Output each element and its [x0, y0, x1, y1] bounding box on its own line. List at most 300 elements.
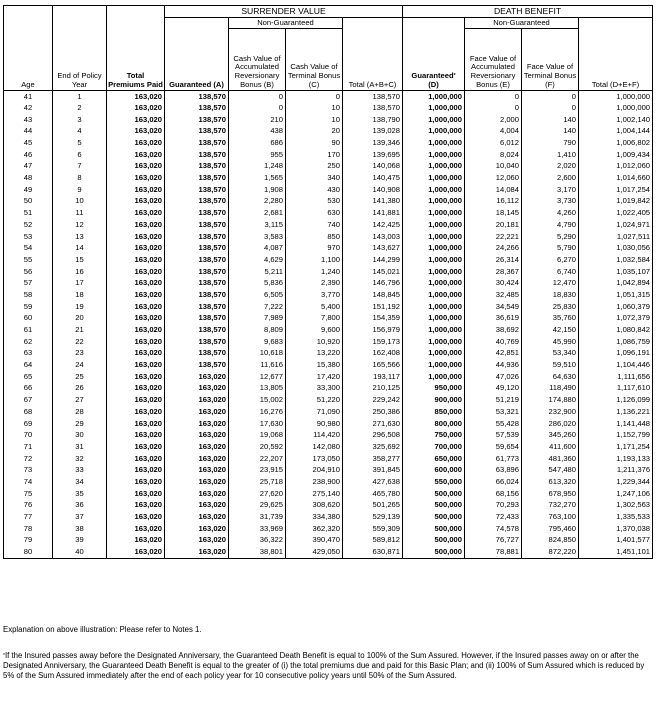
- cell-sv-cash-value-terminal: 33,300: [286, 383, 343, 395]
- cell-db-total: 1,051,315: [579, 289, 653, 301]
- cell-policy-year: 15: [53, 254, 107, 266]
- cell-total-premiums-paid: 163,020: [107, 219, 165, 231]
- cell-db-total: 1,012,060: [579, 161, 653, 173]
- cell-policy-year: 9: [53, 184, 107, 196]
- cell-sv-cash-value-terminal: 2,390: [286, 278, 343, 290]
- cell-sv-guaranteed: 163,020: [165, 406, 229, 418]
- table-row: [4, 173, 653, 185]
- cell-db-face-value-terminal: 140: [522, 114, 579, 126]
- cell-age: 64: [4, 360, 53, 372]
- cell-db-guaranteed: 1,000,000: [403, 313, 465, 325]
- cell-sv-total: 529,139: [343, 511, 403, 523]
- cell-sv-total: 501,265: [343, 500, 403, 512]
- cell-sv-guaranteed: 163,020: [165, 547, 229, 559]
- cell-sv-cash-value-terminal: 1,240: [286, 266, 343, 278]
- cell-db-total: 1,072,379: [579, 313, 653, 325]
- table-row: [4, 301, 653, 313]
- cell-sv-cash-value-terminal: 308,620: [286, 500, 343, 512]
- cell-age: 51: [4, 208, 53, 220]
- cell-sv-cash-value-terminal: 142,080: [286, 441, 343, 453]
- cell-db-face-value-bonus: 32,485: [465, 289, 522, 301]
- db-guaranteed-label: Guaranteed: [411, 71, 454, 80]
- cell-total-premiums-paid: 163,020: [107, 184, 165, 196]
- cell-sv-cash-value-bonus: 955: [229, 149, 286, 161]
- cell-sv-cash-value-terminal: 334,380: [286, 511, 343, 523]
- cell-db-face-value-bonus: 36,619: [465, 313, 522, 325]
- cell-db-face-value-bonus: 0: [465, 102, 522, 114]
- cell-policy-year: 22: [53, 336, 107, 348]
- cell-sv-cash-value-bonus: 2,681: [229, 208, 286, 220]
- cell-db-face-value-terminal: 678,950: [522, 488, 579, 500]
- cell-age: 60: [4, 313, 53, 325]
- table-row: [4, 441, 653, 453]
- cell-db-face-value-bonus: 10,040: [465, 161, 522, 173]
- cell-policy-year: 12: [53, 219, 107, 231]
- cell-db-total: 1,080,842: [579, 324, 653, 336]
- cell-db-guaranteed: 1,000,000: [403, 254, 465, 266]
- cell-policy-year: 27: [53, 395, 107, 407]
- cell-total-premiums-paid: 163,020: [107, 91, 165, 103]
- cell-sv-guaranteed: 163,020: [165, 430, 229, 442]
- cell-total-premiums-paid: 163,020: [107, 324, 165, 336]
- cell-db-face-value-bonus: 44,936: [465, 360, 522, 372]
- cell-sv-guaranteed: 138,570: [165, 360, 229, 372]
- cell-sv-cash-value-terminal: 90: [286, 137, 343, 149]
- table-row: [4, 547, 653, 559]
- cell-db-face-value-terminal: 732,270: [522, 500, 579, 512]
- cell-db-face-value-terminal: 345,260: [522, 430, 579, 442]
- cell-sv-total: 151,192: [343, 301, 403, 313]
- cell-sv-cash-value-terminal: 390,470: [286, 535, 343, 547]
- cell-db-guaranteed: 900,000: [403, 395, 465, 407]
- cell-db-face-value-bonus: 76,727: [465, 535, 522, 547]
- cell-age: 42: [4, 102, 53, 114]
- cell-sv-cash-value-terminal: 9,600: [286, 324, 343, 336]
- cell-db-guaranteed: 800,000: [403, 418, 465, 430]
- cell-sv-cash-value-terminal: 7,800: [286, 313, 343, 325]
- cell-sv-cash-value-terminal: 20: [286, 126, 343, 138]
- cell-db-total: 1,004,144: [579, 126, 653, 138]
- cell-policy-year: 18: [53, 289, 107, 301]
- cell-db-face-value-terminal: 795,460: [522, 523, 579, 535]
- cell-sv-guaranteed: 138,570: [165, 231, 229, 243]
- cell-sv-cash-value-bonus: 5,836: [229, 278, 286, 290]
- cell-db-guaranteed: 500,000: [403, 511, 465, 523]
- col-header-end-of-policy-year: End of Policy Year: [53, 6, 107, 91]
- cell-db-total: 1,126,099: [579, 395, 653, 407]
- cell-db-guaranteed: 500,000: [403, 523, 465, 535]
- cell-age: 48: [4, 173, 53, 185]
- cell-db-face-value-bonus: 12,060: [465, 173, 522, 185]
- table-row: [4, 476, 653, 488]
- cell-sv-total: 139,028: [343, 126, 403, 138]
- cell-age: 63: [4, 348, 53, 360]
- cell-sv-guaranteed: 163,020: [165, 535, 229, 547]
- cell-total-premiums-paid: 163,020: [107, 360, 165, 372]
- cell-sv-total: 146,796: [343, 278, 403, 290]
- cell-db-total: 1,211,376: [579, 465, 653, 477]
- cell-db-face-value-terminal: 5,290: [522, 231, 579, 243]
- illustration-table-body: [4, 91, 653, 559]
- cell-total-premiums-paid: 163,020: [107, 243, 165, 255]
- cell-db-guaranteed: 700,000: [403, 441, 465, 453]
- cell-age: 45: [4, 137, 53, 149]
- table-row: [4, 266, 653, 278]
- cell-db-face-value-bonus: 42,851: [465, 348, 522, 360]
- cell-total-premiums-paid: 163,020: [107, 441, 165, 453]
- cell-db-total: 1,247,106: [579, 488, 653, 500]
- cell-age: 61: [4, 324, 53, 336]
- cell-sv-total: 143,627: [343, 243, 403, 255]
- cell-policy-year: 19: [53, 301, 107, 313]
- cell-total-premiums-paid: 163,020: [107, 348, 165, 360]
- cell-age: 79: [4, 535, 53, 547]
- cell-db-total: 1,030,056: [579, 243, 653, 255]
- cell-db-face-value-bonus: 0: [465, 91, 522, 103]
- cell-db-face-value-terminal: 1,410: [522, 149, 579, 161]
- cell-db-guaranteed: 1,000,000: [403, 219, 465, 231]
- table-row: [4, 488, 653, 500]
- cell-total-premiums-paid: 163,020: [107, 208, 165, 220]
- cell-db-total: 1,060,379: [579, 301, 653, 313]
- cell-sv-cash-value-bonus: 10,618: [229, 348, 286, 360]
- cell-policy-year: 17: [53, 278, 107, 290]
- cell-policy-year: 28: [53, 406, 107, 418]
- cell-sv-cash-value-bonus: 33,969: [229, 523, 286, 535]
- table-row: [4, 219, 653, 231]
- cell-policy-year: 21: [53, 324, 107, 336]
- cell-sv-guaranteed: 138,570: [165, 324, 229, 336]
- cell-sv-total: 193,117: [343, 371, 403, 383]
- cell-sv-guaranteed: 163,020: [165, 371, 229, 383]
- cell-sv-total: 141,380: [343, 196, 403, 208]
- cell-db-face-value-bonus: 16,112: [465, 196, 522, 208]
- col-header-total-premiums-paid: Total Premiums Paid: [107, 6, 165, 91]
- cell-age: 78: [4, 523, 53, 535]
- cell-age: 74: [4, 476, 53, 488]
- cell-db-face-value-bonus: 61,773: [465, 453, 522, 465]
- cell-sv-cash-value-bonus: 29,625: [229, 500, 286, 512]
- cell-db-total: 1,335,533: [579, 511, 653, 523]
- table-row: [4, 535, 653, 547]
- cell-db-face-value-bonus: 28,367: [465, 266, 522, 278]
- cell-policy-year: 14: [53, 243, 107, 255]
- cell-db-guaranteed: 950,000: [403, 383, 465, 395]
- table-row: [4, 383, 653, 395]
- cell-age: 44: [4, 126, 53, 138]
- cell-db-face-value-terminal: 42,150: [522, 324, 579, 336]
- cell-db-guaranteed: 1,000,000: [403, 301, 465, 313]
- cell-db-face-value-terminal: 613,320: [522, 476, 579, 488]
- col-header-db-face-value-bonus: Face Value of Accumulated Reversionary Bonus (E): [465, 29, 522, 91]
- cell-db-guaranteed: 1,000,000: [403, 266, 465, 278]
- table-row: [4, 336, 653, 348]
- table-row: [4, 430, 653, 442]
- cell-db-total: 1,000,000: [579, 91, 653, 103]
- cell-db-total: 1,104,446: [579, 360, 653, 372]
- cell-sv-total: 144,299: [343, 254, 403, 266]
- illustration-table-container: [3, 5, 652, 559]
- cell-sv-guaranteed: 138,570: [165, 126, 229, 138]
- cell-policy-year: 38: [53, 523, 107, 535]
- col-header-sv-guaranteed: Guaranteed (A): [165, 17, 229, 91]
- cell-db-total: 1,370,038: [579, 523, 653, 535]
- cell-sv-cash-value-bonus: 22,207: [229, 453, 286, 465]
- cell-sv-cash-value-bonus: 7,989: [229, 313, 286, 325]
- table-row: [4, 114, 653, 126]
- cell-sv-cash-value-terminal: 740: [286, 219, 343, 231]
- cell-policy-year: 3: [53, 114, 107, 126]
- cell-sv-cash-value-terminal: 5,400: [286, 301, 343, 313]
- cell-db-guaranteed: 1,000,000: [403, 208, 465, 220]
- cell-sv-guaranteed: 138,570: [165, 196, 229, 208]
- cell-sv-total: 159,173: [343, 336, 403, 348]
- footnote-text: If the Insured passes away before the Designated Anniversary, the Guaranteed Death Benefit is equal to 100% of the Sum Assured. However, if the Insured passes away on or after the Designated Anniversary, the Guaranteed Death Benefit is equal to the greater of (i) the total premiums due and paid for this Basic Plan; and (ii) 100% of Sum Assured which is reduced by 5% of the Sum Assured immediately after the end of each policy year for 10 consecutive policy years until 50% of the Sum Assured.: [3, 651, 645, 680]
- cell-sv-guaranteed: 163,020: [165, 500, 229, 512]
- cell-db-total: 1,141,448: [579, 418, 653, 430]
- cell-sv-cash-value-bonus: 1,248: [229, 161, 286, 173]
- cell-db-face-value-terminal: 3,730: [522, 196, 579, 208]
- cell-sv-cash-value-terminal: 1,100: [286, 254, 343, 266]
- cell-sv-cash-value-terminal: 10: [286, 102, 343, 114]
- cell-db-face-value-bonus: 4,004: [465, 126, 522, 138]
- cell-sv-total: 229,242: [343, 395, 403, 407]
- cell-sv-total: 559,309: [343, 523, 403, 535]
- section-header-surrender-value: SURRENDER VALUE: [165, 6, 403, 18]
- cell-db-face-value-bonus: 8,024: [465, 149, 522, 161]
- cell-total-premiums-paid: 163,020: [107, 114, 165, 126]
- cell-sv-total: 139,346: [343, 137, 403, 149]
- cell-sv-guaranteed: 163,020: [165, 453, 229, 465]
- cell-db-total: 1,009,434: [579, 149, 653, 161]
- cell-db-face-value-bonus: 49,120: [465, 383, 522, 395]
- table-row: [4, 126, 653, 138]
- cell-sv-total: 325,692: [343, 441, 403, 453]
- cell-sv-total: 296,508: [343, 430, 403, 442]
- cell-sv-total: 142,425: [343, 219, 403, 231]
- cell-age: 70: [4, 430, 53, 442]
- table-row: [4, 278, 653, 290]
- cell-sv-cash-value-terminal: 0: [286, 91, 343, 103]
- cell-db-total: 1,451,101: [579, 547, 653, 559]
- cell-sv-guaranteed: 138,570: [165, 254, 229, 266]
- cell-total-premiums-paid: 163,020: [107, 266, 165, 278]
- cell-age: 66: [4, 383, 53, 395]
- cell-policy-year: 4: [53, 126, 107, 138]
- cell-sv-total: 210,125: [343, 383, 403, 395]
- cell-total-premiums-paid: 163,020: [107, 173, 165, 185]
- cell-policy-year: 8: [53, 173, 107, 185]
- cell-sv-guaranteed: 138,570: [165, 114, 229, 126]
- table-row: [4, 243, 653, 255]
- cell-db-face-value-bonus: 59,654: [465, 441, 522, 453]
- cell-sv-cash-value-terminal: 204,910: [286, 465, 343, 477]
- cell-age: 53: [4, 231, 53, 243]
- cell-sv-cash-value-terminal: 250: [286, 161, 343, 173]
- cell-sv-total: 391,845: [343, 465, 403, 477]
- cell-policy-year: 2: [53, 102, 107, 114]
- cell-total-premiums-paid: 163,020: [107, 547, 165, 559]
- cell-policy-year: 32: [53, 453, 107, 465]
- cell-total-premiums-paid: 163,020: [107, 430, 165, 442]
- cell-db-total: 1,086,759: [579, 336, 653, 348]
- cell-db-guaranteed: 650,000: [403, 453, 465, 465]
- cell-sv-total: 630,871: [343, 547, 403, 559]
- cell-sv-cash-value-terminal: 51,220: [286, 395, 343, 407]
- cell-age: 80: [4, 547, 53, 559]
- cell-policy-year: 23: [53, 348, 107, 360]
- cell-total-premiums-paid: 163,020: [107, 383, 165, 395]
- cell-sv-cash-value-bonus: 36,322: [229, 535, 286, 547]
- cell-db-total: 1,000,000: [579, 102, 653, 114]
- cell-db-face-value-terminal: 872,220: [522, 547, 579, 559]
- cell-db-guaranteed: 500,000: [403, 547, 465, 559]
- cell-sv-cash-value-bonus: 2,280: [229, 196, 286, 208]
- cell-policy-year: 10: [53, 196, 107, 208]
- cell-age: 76: [4, 500, 53, 512]
- table-row: [4, 465, 653, 477]
- cell-sv-total: 140,908: [343, 184, 403, 196]
- cell-sv-guaranteed: 163,020: [165, 488, 229, 500]
- cell-sv-cash-value-terminal: 430: [286, 184, 343, 196]
- cell-db-face-value-bonus: 6,012: [465, 137, 522, 149]
- cell-sv-total: 358,277: [343, 453, 403, 465]
- table-row: [4, 161, 653, 173]
- cell-db-guaranteed: 850,000: [403, 406, 465, 418]
- cell-sv-cash-value-bonus: 6,505: [229, 289, 286, 301]
- cell-sv-guaranteed: 138,570: [165, 348, 229, 360]
- table-row: [4, 254, 653, 266]
- cell-db-face-value-bonus: 72,433: [465, 511, 522, 523]
- cell-sv-cash-value-bonus: 7,222: [229, 301, 286, 313]
- benefit-illustration-table: [3, 5, 653, 559]
- cell-sv-cash-value-bonus: 20,592: [229, 441, 286, 453]
- cell-policy-year: 26: [53, 383, 107, 395]
- cell-sv-total: 141,881: [343, 208, 403, 220]
- cell-total-premiums-paid: 163,020: [107, 278, 165, 290]
- cell-sv-cash-value-bonus: 25,718: [229, 476, 286, 488]
- cell-db-guaranteed: 500,000: [403, 500, 465, 512]
- cell-age: 77: [4, 511, 53, 523]
- cell-age: 67: [4, 395, 53, 407]
- cell-db-total: 1,302,563: [579, 500, 653, 512]
- cell-total-premiums-paid: 163,020: [107, 137, 165, 149]
- col-header-sv-total: Total (A+B+C): [343, 17, 403, 91]
- cell-db-face-value-terminal: 286,020: [522, 418, 579, 430]
- cell-total-premiums-paid: 163,020: [107, 289, 165, 301]
- cell-sv-cash-value-terminal: 630: [286, 208, 343, 220]
- cell-db-face-value-terminal: 2,600: [522, 173, 579, 185]
- cell-db-guaranteed: 1,000,000: [403, 184, 465, 196]
- cell-age: 43: [4, 114, 53, 126]
- cell-total-premiums-paid: 163,020: [107, 511, 165, 523]
- cell-sv-guaranteed: 138,570: [165, 219, 229, 231]
- cell-policy-year: 20: [53, 313, 107, 325]
- cell-policy-year: 25: [53, 371, 107, 383]
- cell-sv-cash-value-bonus: 3,115: [229, 219, 286, 231]
- cell-db-total: 1,024,971: [579, 219, 653, 231]
- cell-db-total: 1,152,799: [579, 430, 653, 442]
- cell-db-face-value-terminal: 763,100: [522, 511, 579, 523]
- cell-sv-guaranteed: 138,570: [165, 137, 229, 149]
- table-row: [4, 149, 653, 161]
- cell-sv-total: 465,780: [343, 488, 403, 500]
- section-header-death-benefit: DEATH BENEFIT: [403, 6, 653, 18]
- cell-db-guaranteed: 500,000: [403, 535, 465, 547]
- cell-db-face-value-bonus: 70,293: [465, 500, 522, 512]
- cell-sv-cash-value-bonus: 31,739: [229, 511, 286, 523]
- cell-db-total: 1,229,344: [579, 476, 653, 488]
- table-row: [4, 511, 653, 523]
- cell-sv-cash-value-bonus: 19,068: [229, 430, 286, 442]
- cell-sv-cash-value-bonus: 38,801: [229, 547, 286, 559]
- cell-sv-guaranteed: 163,020: [165, 395, 229, 407]
- table-row: [4, 231, 653, 243]
- subheader-db-non-guaranteed: Non-Guaranteed: [465, 17, 579, 29]
- cell-total-premiums-paid: 163,020: [107, 126, 165, 138]
- cell-db-face-value-bonus: 53,321: [465, 406, 522, 418]
- cell-db-total: 1,022,405: [579, 208, 653, 220]
- cell-sv-guaranteed: 138,570: [165, 336, 229, 348]
- cell-sv-cash-value-terminal: 90,980: [286, 418, 343, 430]
- table-row: [4, 289, 653, 301]
- footnote: [3, 651, 653, 681]
- cell-total-premiums-paid: 163,020: [107, 196, 165, 208]
- cell-db-face-value-terminal: 4,790: [522, 219, 579, 231]
- cell-sv-guaranteed: 138,570: [165, 266, 229, 278]
- cell-policy-year: 34: [53, 476, 107, 488]
- cell-sv-cash-value-bonus: 9,683: [229, 336, 286, 348]
- cell-sv-guaranteed: 163,020: [165, 465, 229, 477]
- cell-sv-total: 156,979: [343, 324, 403, 336]
- cell-policy-year: 13: [53, 231, 107, 243]
- cell-age: 62: [4, 336, 53, 348]
- cell-sv-guaranteed: 163,020: [165, 383, 229, 395]
- cell-age: 58: [4, 289, 53, 301]
- cell-sv-total: 145,021: [343, 266, 403, 278]
- cell-db-face-value-terminal: 790: [522, 137, 579, 149]
- cell-sv-cash-value-bonus: 1,908: [229, 184, 286, 196]
- cell-sv-cash-value-terminal: 17,420: [286, 371, 343, 383]
- cell-sv-cash-value-bonus: 686: [229, 137, 286, 149]
- cell-age: 73: [4, 465, 53, 477]
- cell-sv-cash-value-bonus: 12,677: [229, 371, 286, 383]
- table-row: [4, 406, 653, 418]
- cell-policy-year: 39: [53, 535, 107, 547]
- cell-sv-cash-value-terminal: 170: [286, 149, 343, 161]
- cell-sv-total: 138,790: [343, 114, 403, 126]
- cell-sv-cash-value-bonus: 13,805: [229, 383, 286, 395]
- explanation-note: Explanation on above illustration: Please refer to Notes 1.: [3, 625, 202, 634]
- cell-db-face-value-bonus: 66,024: [465, 476, 522, 488]
- cell-sv-total: 143,003: [343, 231, 403, 243]
- cell-db-guaranteed: 1,000,000: [403, 289, 465, 301]
- cell-db-face-value-bonus: 18,145: [465, 208, 522, 220]
- cell-policy-year: 30: [53, 430, 107, 442]
- cell-db-total: 1,019,842: [579, 196, 653, 208]
- cell-total-premiums-paid: 163,020: [107, 465, 165, 477]
- table-row: [4, 453, 653, 465]
- cell-db-face-value-bonus: 24,266: [465, 243, 522, 255]
- cell-db-guaranteed: 1,000,000: [403, 348, 465, 360]
- cell-sv-cash-value-bonus: 1,565: [229, 173, 286, 185]
- cell-sv-cash-value-bonus: 16,276: [229, 406, 286, 418]
- table-row: [4, 196, 653, 208]
- cell-db-total: 1,032,584: [579, 254, 653, 266]
- cell-db-face-value-terminal: 6,270: [522, 254, 579, 266]
- cell-db-total: 1,096,191: [579, 348, 653, 360]
- cell-db-face-value-bonus: 20,181: [465, 219, 522, 231]
